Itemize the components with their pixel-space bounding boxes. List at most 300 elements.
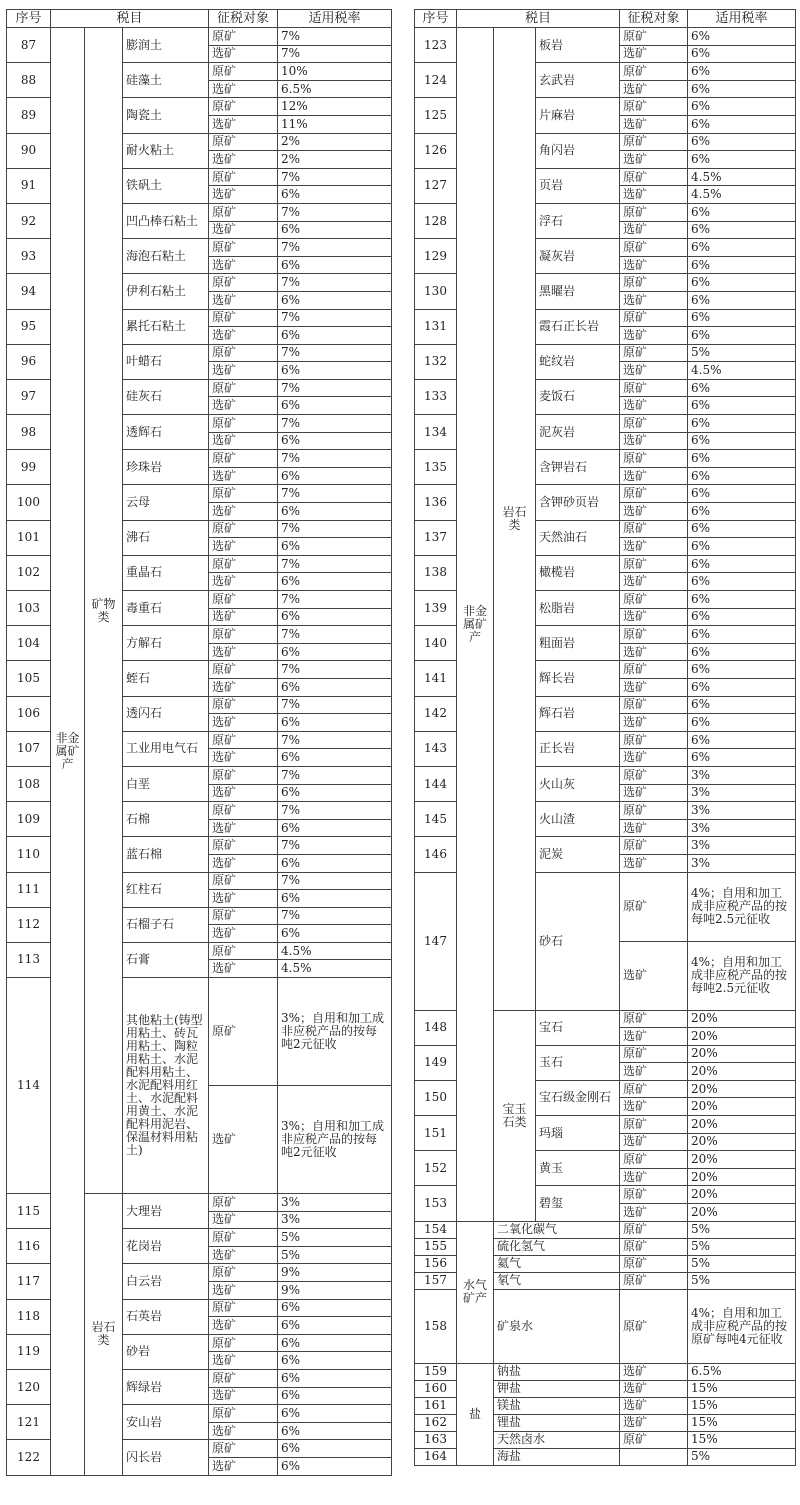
object-cell: 选矿	[620, 256, 688, 274]
rate-cell: 20%	[688, 1186, 796, 1204]
rate-cell: 6%	[278, 925, 392, 943]
seq-cell: 114	[7, 978, 51, 1194]
table-row	[415, 1363, 796, 1380]
object-cell: 原矿	[620, 344, 688, 362]
item-name-cell: 其他粘土(铸型用粘土、砖瓦用粘土、陶粒用粘土、水泥配料用粘土、水泥配料用红土、水泥配料用黄土、水泥配料用泥岩、保温材料用粘土)	[123, 978, 209, 1194]
seq-cell: 141	[415, 661, 457, 696]
header-rate: 适用税率	[688, 10, 796, 28]
rate-cell: 6%	[278, 291, 392, 309]
object-cell: 选矿	[209, 221, 278, 239]
rate-cell: 7%	[278, 766, 392, 784]
item-name-cell: 天然油石	[536, 520, 620, 555]
header-object: 征税对象	[209, 10, 278, 28]
object-cell: 原矿	[209, 626, 278, 644]
object-cell: 选矿	[209, 749, 278, 767]
object-cell: 原矿	[209, 661, 278, 679]
seq-cell: 145	[415, 802, 457, 837]
object-cell: 选矿	[209, 1246, 278, 1264]
item-name-cell: 耐火粘土	[123, 133, 209, 168]
object-cell: 原矿	[209, 591, 278, 609]
object-cell: 选矿	[209, 115, 278, 133]
rate-cell: 6%	[278, 1422, 392, 1440]
object-cell: 选矿	[209, 362, 278, 380]
item-name-cell: 火山渣	[536, 802, 620, 837]
rate-cell: 6%	[278, 221, 392, 239]
object-cell: 原矿	[209, 696, 278, 714]
rate-cell: 20%	[688, 1116, 796, 1134]
object-cell: 原矿	[209, 1299, 278, 1317]
rate-cell: 20%	[688, 1010, 796, 1028]
object-cell: 选矿	[620, 854, 688, 872]
object-cell: 原矿	[209, 98, 278, 116]
rate-cell: 3%	[688, 784, 796, 802]
object-cell: 原矿	[209, 1194, 278, 1212]
object-cell: 原矿	[620, 450, 688, 468]
rate-cell: 7%	[278, 591, 392, 609]
item-name-cell: 石棉	[123, 802, 209, 837]
seq-cell: 146	[415, 837, 457, 872]
object-cell: 原矿	[209, 731, 278, 749]
category-cell: 盐	[457, 1363, 494, 1465]
rate-cell: 4.5%	[278, 942, 392, 960]
object-cell: 选矿	[620, 538, 688, 556]
item-name-cell: 透辉石	[123, 415, 209, 450]
item-name-cell: 陶瓷土	[123, 98, 209, 133]
object-cell: 选矿	[209, 608, 278, 626]
object-cell: 原矿	[620, 802, 688, 820]
rate-cell: 6%	[688, 485, 796, 503]
item-name-cell: 火山灰	[536, 766, 620, 801]
item-name-cell: 浮石	[536, 203, 620, 238]
seq-cell: 117	[7, 1264, 51, 1299]
rate-cell: 6%	[278, 397, 392, 415]
rate-cell: 3%	[688, 837, 796, 855]
seq-cell: 140	[415, 626, 457, 661]
object-cell: 原矿	[620, 1238, 688, 1255]
seq-cell: 161	[415, 1397, 457, 1414]
rate-cell: 6%	[278, 1334, 392, 1352]
object-cell: 原矿	[209, 239, 278, 257]
item-name-cell: 白垩	[123, 766, 209, 801]
item-name-cell: 黄玉	[536, 1151, 620, 1186]
seq-cell: 110	[7, 837, 51, 872]
rate-cell: 6%	[688, 309, 796, 327]
seq-cell: 144	[415, 766, 457, 801]
object-cell: 选矿	[209, 432, 278, 450]
object-cell: 原矿	[620, 1221, 688, 1238]
item-name-cell: 氡气	[494, 1272, 620, 1289]
rate-cell: 6%	[688, 714, 796, 732]
rate-cell: 7%	[278, 415, 392, 433]
item-name-cell: 含钾砂页岩	[536, 485, 620, 520]
rate-cell: 6%	[688, 274, 796, 292]
rate-cell: 4.5%	[688, 362, 796, 380]
item-name-cell: 辉绿岩	[123, 1370, 209, 1405]
item-name-cell: 橄榄岩	[536, 555, 620, 590]
rate-cell: 6%	[278, 256, 392, 274]
object-cell: 原矿	[209, 28, 278, 46]
seq-cell: 136	[415, 485, 457, 520]
rate-cell: 6%	[278, 538, 392, 556]
object-cell: 原矿	[209, 802, 278, 820]
item-name-cell: 泥炭	[536, 837, 620, 872]
object-cell: 选矿	[620, 1204, 688, 1222]
object-cell: 原矿	[209, 837, 278, 855]
object-cell: 原矿	[620, 766, 688, 784]
object-cell: 选矿	[620, 1028, 688, 1046]
object-cell: 原矿	[620, 309, 688, 327]
item-name-cell: 膨润土	[123, 28, 209, 63]
object-cell: 原矿	[620, 63, 688, 81]
rate-cell: 15%	[688, 1431, 796, 1448]
object-cell: 原矿	[620, 837, 688, 855]
seq-cell: 135	[415, 450, 457, 485]
rate-cell: 5%	[688, 1448, 796, 1465]
seq-cell: 137	[415, 520, 457, 555]
rate-cell: 7%	[278, 28, 392, 46]
seq-cell: 96	[7, 344, 51, 379]
object-cell: 原矿	[209, 415, 278, 433]
seq-cell: 119	[7, 1334, 51, 1369]
item-name-cell: 黑曜岩	[536, 274, 620, 309]
object-cell: 原矿	[209, 1405, 278, 1423]
object-cell: 选矿	[209, 784, 278, 802]
seq-cell: 106	[7, 696, 51, 731]
object-cell: 选矿	[209, 538, 278, 556]
seq-cell: 162	[415, 1414, 457, 1431]
object-cell: 选矿	[620, 1168, 688, 1186]
header-item: 税目	[457, 10, 620, 28]
item-name-cell: 砂石	[536, 872, 620, 1010]
object-cell: 原矿	[620, 168, 688, 186]
item-name-cell: 硫化氢气	[494, 1238, 620, 1255]
tax-table-left	[6, 9, 392, 1476]
rate-cell: 7%	[278, 485, 392, 503]
object-cell: 原矿	[209, 766, 278, 784]
rate-cell: 6%	[278, 714, 392, 732]
seq-cell: 94	[7, 274, 51, 309]
object-cell: 选矿	[620, 45, 688, 63]
item-name-cell: 霞石正长岩	[536, 309, 620, 344]
object-cell: 选矿	[620, 1133, 688, 1151]
rate-cell: 4.5%	[688, 186, 796, 204]
seq-cell: 99	[7, 450, 51, 485]
rate-cell: 6%	[688, 450, 796, 468]
category-cell: 非金属矿产	[457, 28, 494, 1222]
item-name-cell: 页岩	[536, 168, 620, 203]
object-cell: 选矿	[620, 941, 688, 1010]
rate-cell: 6%	[688, 432, 796, 450]
seq-cell: 132	[415, 344, 457, 379]
rate-cell: 20%	[688, 1098, 796, 1116]
rate-cell: 3%	[688, 802, 796, 820]
seq-cell: 120	[7, 1370, 51, 1405]
seq-cell: 107	[7, 731, 51, 766]
item-name-cell: 镁盐	[494, 1397, 620, 1414]
object-cell: 选矿	[209, 256, 278, 274]
rate-cell: 7%	[278, 168, 392, 186]
object-cell: 选矿	[209, 45, 278, 63]
object-cell: 原矿	[620, 415, 688, 433]
rate-cell: 6%	[278, 784, 392, 802]
object-cell: 选矿	[209, 1211, 278, 1229]
object-cell: 选矿	[620, 432, 688, 450]
table-row	[415, 1221, 796, 1238]
object-cell: 原矿	[209, 1229, 278, 1247]
seq-cell: 134	[415, 415, 457, 450]
object-cell: 选矿	[209, 714, 278, 732]
seq-cell: 123	[415, 28, 457, 63]
rate-cell: 7%	[278, 450, 392, 468]
seq-cell: 126	[415, 133, 457, 168]
seq-cell: 147	[415, 872, 457, 1010]
item-name-cell: 角闪岩	[536, 133, 620, 168]
object-cell: 选矿	[209, 1317, 278, 1335]
seq-cell: 163	[415, 1431, 457, 1448]
object-cell: 选矿	[209, 854, 278, 872]
object-cell: 原矿	[620, 133, 688, 151]
object-cell: 选矿	[209, 327, 278, 345]
rate-cell: 20%	[688, 1168, 796, 1186]
item-name-cell: 钠盐	[494, 1363, 620, 1380]
item-name-cell: 玉石	[536, 1045, 620, 1080]
seq-cell: 148	[415, 1010, 457, 1045]
rate-cell: 9%	[278, 1282, 392, 1300]
object-cell: 选矿	[209, 1282, 278, 1300]
object-cell: 选矿	[209, 819, 278, 837]
item-name-cell: 白云岩	[123, 1264, 209, 1299]
seq-cell: 151	[415, 1116, 457, 1151]
item-name-cell: 毒重石	[123, 591, 209, 626]
item-name-cell: 宝石	[536, 1010, 620, 1045]
seq-cell: 125	[415, 98, 457, 133]
rate-cell: 6%	[278, 678, 392, 696]
seq-cell: 130	[415, 274, 457, 309]
rate-cell: 6%	[688, 256, 796, 274]
rate-cell: 6%	[278, 1457, 392, 1475]
rate-cell: 15%	[688, 1397, 796, 1414]
rate-cell: 6%	[688, 115, 796, 133]
rate-cell: 11%	[278, 115, 392, 133]
header-row	[7, 10, 392, 28]
rate-cell: 4.5%	[278, 960, 392, 978]
seq-cell: 127	[415, 168, 457, 203]
rate-cell: 6%	[688, 749, 796, 767]
rate-cell: 6%	[278, 467, 392, 485]
item-name-cell: 钾盐	[494, 1380, 620, 1397]
seq-cell: 98	[7, 415, 51, 450]
object-cell: 原矿	[620, 239, 688, 257]
object-cell: 原矿	[620, 1045, 688, 1063]
object-cell: 原矿	[209, 555, 278, 573]
object-cell: 原矿	[209, 872, 278, 890]
seq-cell: 111	[7, 872, 51, 907]
item-name-cell: 重晶石	[123, 555, 209, 590]
seq-cell: 87	[7, 28, 51, 63]
seq-cell: 95	[7, 309, 51, 344]
rate-cell: 5%	[688, 344, 796, 362]
item-name-cell: 硅灰石	[123, 379, 209, 414]
object-cell: 选矿	[620, 467, 688, 485]
seq-cell: 143	[415, 731, 457, 766]
seq-cell: 108	[7, 766, 51, 801]
header-object: 征税对象	[620, 10, 688, 28]
item-name-cell: 累托石粘土	[123, 309, 209, 344]
rate-cell: 10%	[278, 63, 392, 81]
object-cell: 选矿	[209, 925, 278, 943]
rate-cell: 7%	[278, 907, 392, 925]
object-cell: 原矿	[620, 591, 688, 609]
object-cell: 选矿	[620, 80, 688, 98]
seq-cell: 157	[415, 1272, 457, 1289]
seq-cell: 139	[415, 591, 457, 626]
item-name-cell: 粗面岩	[536, 626, 620, 661]
rate-cell: 6%	[688, 203, 796, 221]
seq-cell: 102	[7, 555, 51, 590]
rate-cell: 2%	[278, 133, 392, 151]
table-row	[7, 28, 392, 46]
item-name-cell: 麦饭石	[536, 379, 620, 414]
object-cell: 原矿	[209, 203, 278, 221]
rate-cell: 6%	[688, 133, 796, 151]
rate-cell: 6%	[278, 1317, 392, 1335]
seq-cell: 124	[415, 63, 457, 98]
object-cell: 原矿	[209, 133, 278, 151]
rate-cell: 6%	[278, 608, 392, 626]
rate-cell: 7%	[278, 274, 392, 292]
object-cell: 选矿	[620, 749, 688, 767]
object-cell: 原矿	[620, 1272, 688, 1289]
object-cell: 原矿	[620, 1116, 688, 1134]
rate-cell: 6%	[278, 1299, 392, 1317]
seq-cell: 104	[7, 626, 51, 661]
item-name-cell: 石英岩	[123, 1299, 209, 1334]
object-cell: 选矿	[209, 960, 278, 978]
seq-cell: 89	[7, 98, 51, 133]
rate-cell: 7%	[278, 555, 392, 573]
object-cell: 选矿	[209, 1086, 278, 1194]
seq-cell: 154	[415, 1221, 457, 1238]
seq-cell: 91	[7, 168, 51, 203]
rate-cell: 6%	[278, 854, 392, 872]
category-cell: 非金属矿产	[51, 28, 85, 1476]
object-cell: 原矿	[209, 520, 278, 538]
rate-cell: 3%	[278, 1211, 392, 1229]
rate-cell: 6%	[278, 819, 392, 837]
rate-cell: 6.5%	[688, 1363, 796, 1380]
header-seq: 序号	[7, 10, 51, 28]
rate-cell: 4%；自用和加工成非应税产品的按每吨2.5元征收	[688, 872, 796, 941]
item-name-cell: 伊利石粘土	[123, 274, 209, 309]
rate-cell: 6%	[278, 1405, 392, 1423]
item-name-cell: 石榴子石	[123, 907, 209, 942]
rate-cell: 3%	[688, 766, 796, 784]
item-name-cell: 硅藻土	[123, 63, 209, 98]
item-name-cell: 安山岩	[123, 1405, 209, 1440]
object-cell: 选矿	[620, 714, 688, 732]
rate-cell: 6%	[688, 291, 796, 309]
object-cell: 原矿	[620, 626, 688, 644]
item-name-cell: 蛭石	[123, 661, 209, 696]
item-name-cell: 海泡石粘土	[123, 239, 209, 274]
rate-cell: 3%	[278, 1194, 392, 1212]
object-cell: 原矿	[209, 450, 278, 468]
object-cell: 原矿	[209, 1440, 278, 1458]
item-name-cell: 泥灰岩	[536, 415, 620, 450]
rate-cell: 7%	[278, 626, 392, 644]
object-cell: 原矿	[620, 520, 688, 538]
seq-cell: 118	[7, 1299, 51, 1334]
seq-cell: 152	[415, 1151, 457, 1186]
object-cell: 原矿	[620, 696, 688, 714]
rate-cell: 3%	[688, 819, 796, 837]
object-cell: 选矿	[620, 678, 688, 696]
object-cell: 原矿	[209, 1264, 278, 1282]
rate-cell: 4.5%	[688, 168, 796, 186]
rate-cell: 6%	[278, 573, 392, 591]
seq-cell: 109	[7, 802, 51, 837]
rate-cell: 7%	[278, 837, 392, 855]
object-cell: 选矿	[209, 467, 278, 485]
object-cell: 原矿	[209, 1334, 278, 1352]
seq-cell: 159	[415, 1363, 457, 1380]
seq-cell: 149	[415, 1045, 457, 1080]
item-name-cell: 铁矾土	[123, 168, 209, 203]
seq-cell: 101	[7, 520, 51, 555]
rate-cell: 6%	[688, 696, 796, 714]
seq-cell: 97	[7, 379, 51, 414]
object-cell: 原矿	[209, 274, 278, 292]
item-name-cell: 辉石岩	[536, 696, 620, 731]
seq-cell: 92	[7, 203, 51, 238]
seq-cell: 115	[7, 1194, 51, 1229]
seq-cell: 128	[415, 203, 457, 238]
object-cell: 选矿	[620, 362, 688, 380]
rate-cell: 5%	[688, 1272, 796, 1289]
seq-cell: 103	[7, 591, 51, 626]
object-cell: 选矿	[209, 643, 278, 661]
object-cell	[620, 1448, 688, 1465]
object-cell: 原矿	[620, 1010, 688, 1028]
rate-cell: 3%；自用和加工成非应税产品的按每吨2元征收	[278, 1086, 392, 1194]
item-name-cell: 蓝石棉	[123, 837, 209, 872]
header-seq: 序号	[415, 10, 457, 28]
object-cell: 选矿	[620, 151, 688, 169]
rate-cell: 6%	[688, 221, 796, 239]
object-cell: 原矿	[620, 203, 688, 221]
object-cell: 选矿	[209, 503, 278, 521]
rate-cell: 6%	[688, 573, 796, 591]
seq-cell: 93	[7, 239, 51, 274]
item-name-cell: 玛瑙	[536, 1116, 620, 1151]
rate-cell: 15%	[688, 1414, 796, 1431]
item-name-cell: 松脂岩	[536, 591, 620, 626]
rate-cell: 6%	[278, 362, 392, 380]
rate-cell: 7%	[278, 379, 392, 397]
rate-cell: 6%	[278, 1387, 392, 1405]
item-name-cell: 凝灰岩	[536, 239, 620, 274]
item-name-cell: 锂盐	[494, 1414, 620, 1431]
seq-cell: 100	[7, 485, 51, 520]
object-cell: 原矿	[620, 731, 688, 749]
object-cell: 选矿	[620, 221, 688, 239]
object-cell: 原矿	[209, 485, 278, 503]
rate-cell: 7%	[278, 203, 392, 221]
rate-cell: 6%	[688, 379, 796, 397]
object-cell: 选矿	[209, 890, 278, 908]
rate-cell: 6%	[278, 643, 392, 661]
rate-cell: 20%	[688, 1133, 796, 1151]
